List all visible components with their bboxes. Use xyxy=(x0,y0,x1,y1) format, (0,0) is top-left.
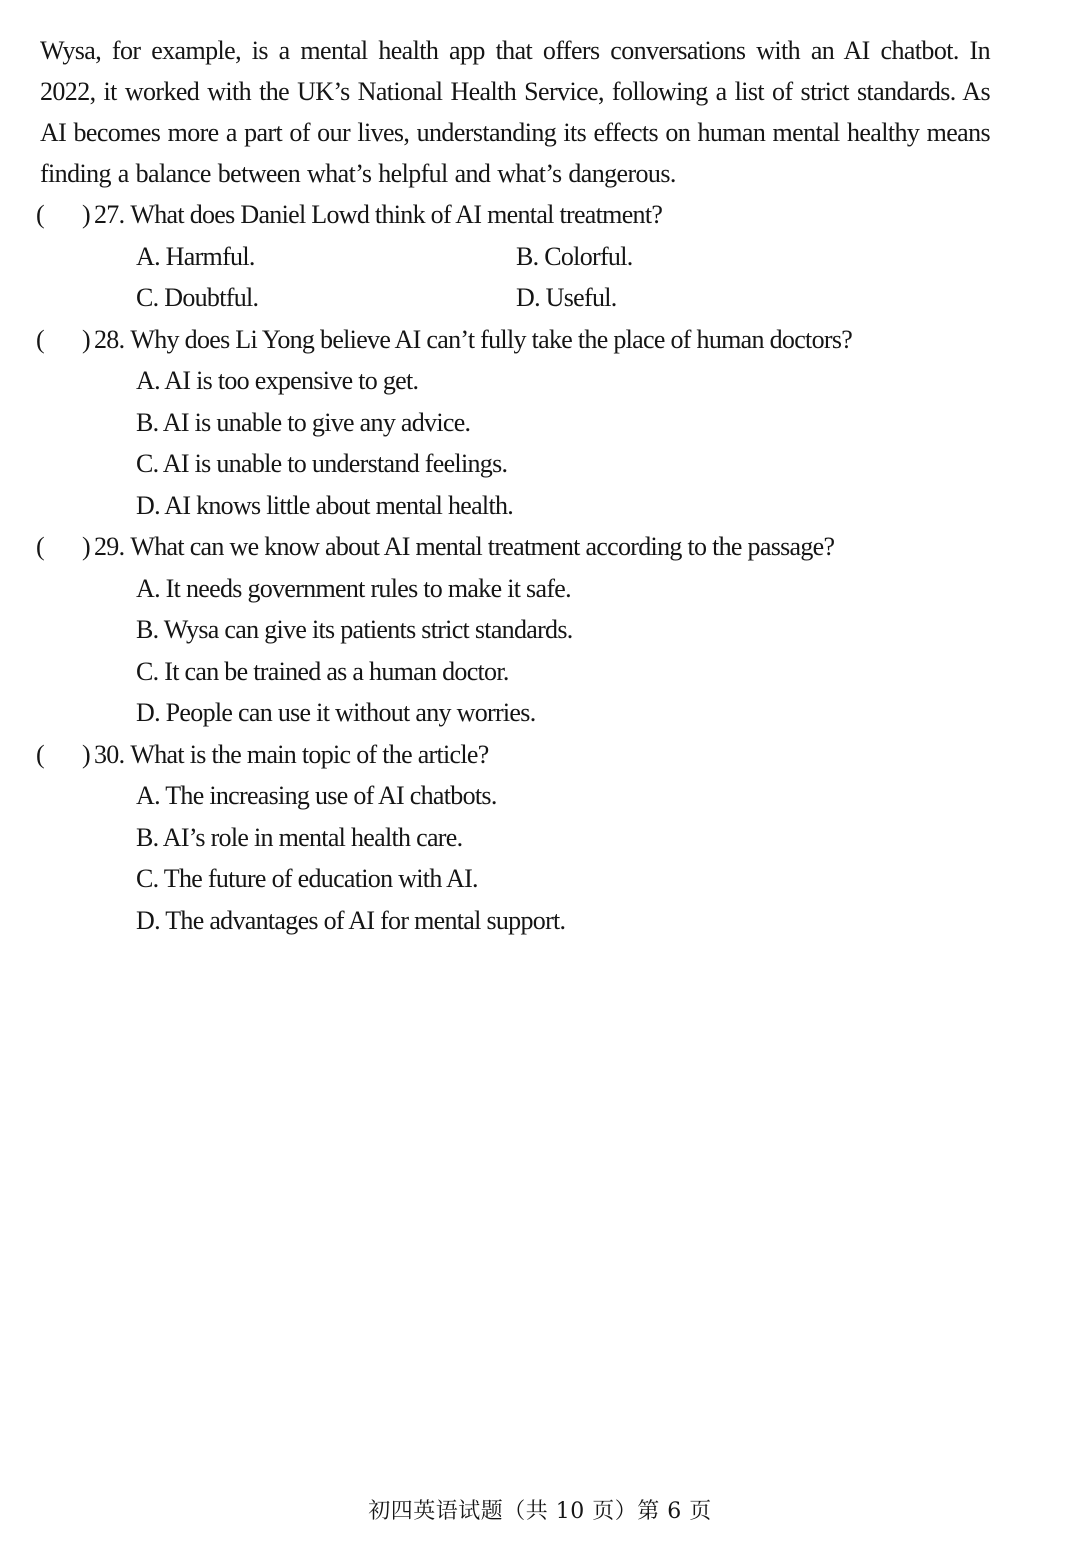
option-a: A. AI is too expensive to get. xyxy=(136,366,419,395)
option-b: B. AI’s role in mental health care. xyxy=(136,822,463,852)
answer-paren-open: ( xyxy=(36,324,44,354)
question-text: What does Daniel Lowd think of AI mental treatment? xyxy=(130,200,663,229)
question-stem xyxy=(36,526,1016,568)
answer-paren-close: ) xyxy=(82,532,90,561)
option-b: B. AI is unable to give any advice. xyxy=(136,407,471,437)
question-text: What is the main topic of the article? xyxy=(130,739,489,769)
answer-paren-close: ) xyxy=(82,739,90,769)
option-c: C. Doubtful. xyxy=(136,283,259,312)
question-number: 30. xyxy=(94,739,125,769)
option-c: C. It can be trained as a human doctor. xyxy=(136,656,509,686)
option-d: D. People can use it without any worries. xyxy=(136,698,536,727)
page-footer: 初四英语试题（共 10 页）第 6 页 xyxy=(368,1499,712,1524)
option-a: A. It needs government rules to make it safe. xyxy=(136,573,571,603)
answer-paren-close: ) xyxy=(82,324,90,354)
option-d: D. AI knows little about mental health. xyxy=(136,490,514,520)
option-a: A. The increasing use of AI chatbots. xyxy=(136,781,497,810)
question-27 xyxy=(36,194,1016,319)
question-28 xyxy=(36,319,1016,527)
answer-paren-open: ( xyxy=(36,532,44,561)
question-text: What can we know about AI mental treatment according to the passage? xyxy=(130,532,835,561)
option-d: D. Useful. xyxy=(516,283,617,312)
option-a: A. Harmful. xyxy=(136,241,255,271)
option-d: D. The advantages of AI for mental support. xyxy=(136,905,566,935)
option-c: C. The future of education with AI. xyxy=(136,864,478,893)
question-list xyxy=(36,194,1016,941)
question-stem xyxy=(36,194,1016,236)
question-text: Why does Li Yong believe AI can’t fully take the place of human doctors? xyxy=(130,324,853,354)
option-grid xyxy=(36,236,1016,319)
question-number: 28. xyxy=(94,324,125,354)
answer-paren-open: ( xyxy=(36,200,44,229)
question-29 xyxy=(36,526,1016,734)
question-30 xyxy=(36,734,1016,942)
reading-passage: Wysa, for example, is a mental health app that offers conversations with an AI chatbot. In 2022, it worked with the UK’s National Health Service, following a list of strict standards. As AI becomes more a part of our lives, understanding its effects on human mental healthy means finding a balance between what’s helpful and what’s dangerous. xyxy=(40,36,990,188)
answer-paren-open: ( xyxy=(36,739,44,769)
option-c: C. AI is unable to understand feelings. xyxy=(136,449,508,478)
option-b: B. Colorful. xyxy=(516,241,633,271)
question-stem xyxy=(36,319,1016,361)
question-number: 29. xyxy=(94,532,125,561)
question-stem xyxy=(36,734,1016,776)
option-b: B. Wysa can give its patients strict standards. xyxy=(136,615,573,644)
answer-paren-close: ) xyxy=(82,200,90,229)
question-number: 27. xyxy=(94,200,125,229)
